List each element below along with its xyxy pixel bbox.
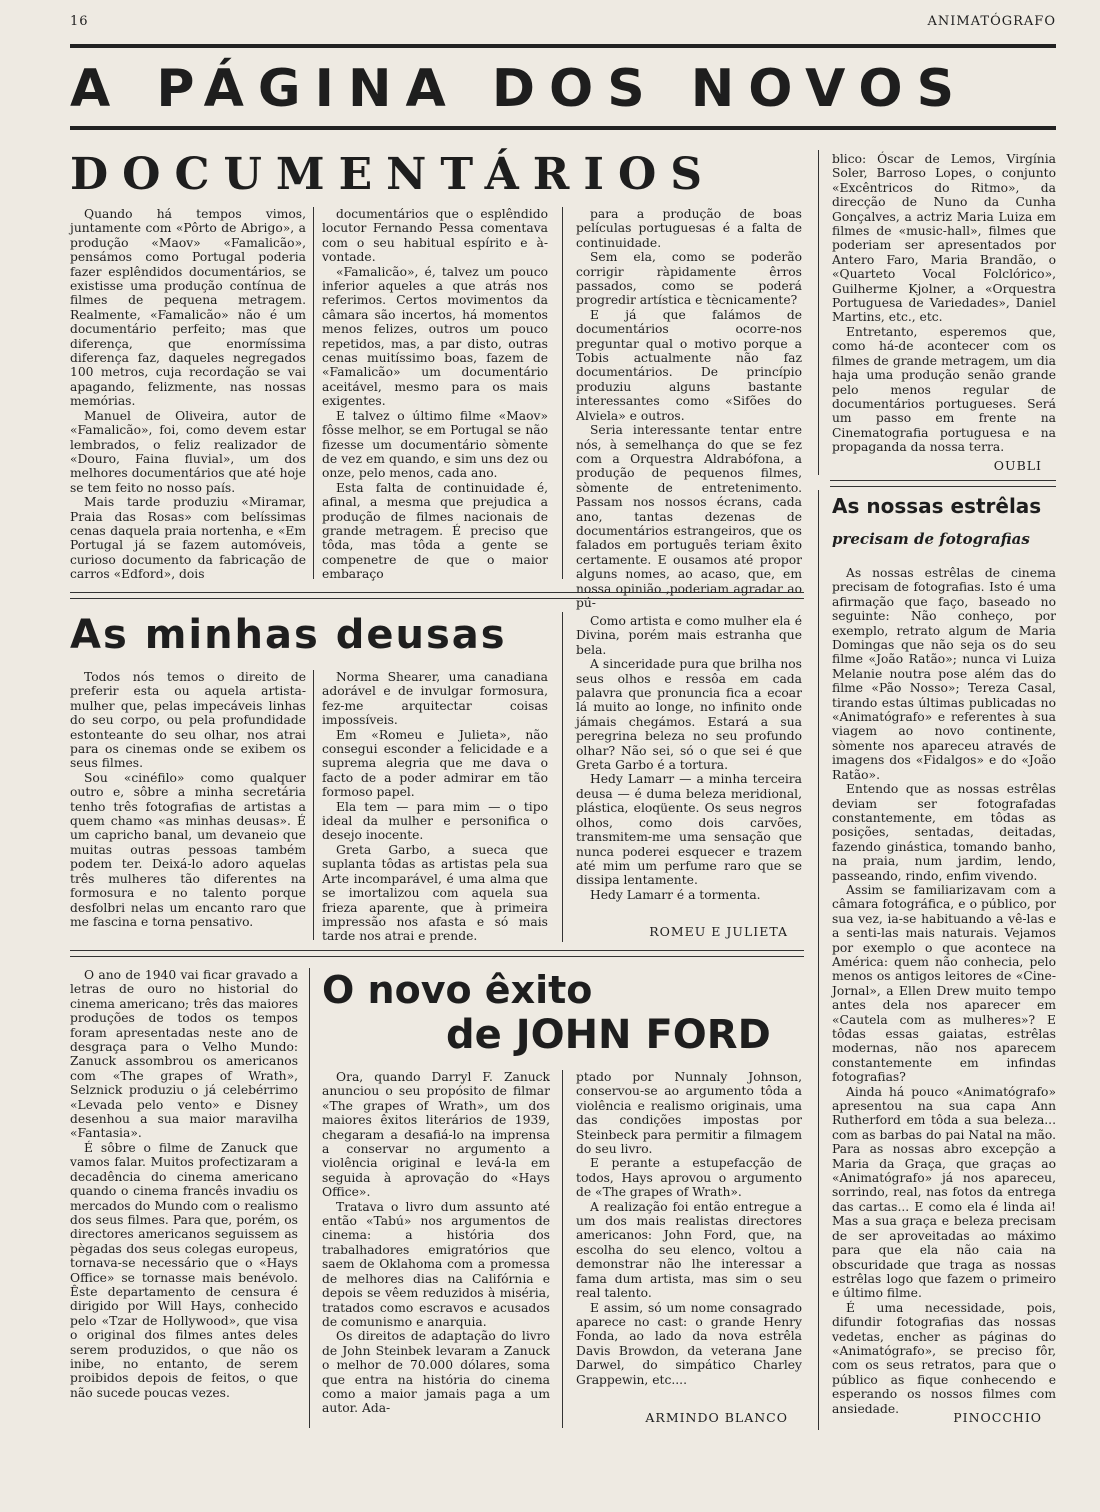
documentarios-signature: OUBLI <box>993 458 1042 473</box>
paragraph: E já que falámos de documentários ocorre-nos preguntar qual o motivo porque a Tobis actualmente não faz documentários. De princípio produziu alguns bastante interessantes como «Sifões do Alviela» e outros. <box>576 307 802 423</box>
paragraph: Manuel de Oliveira, autor de «Famalicão», foi, como devem estar lembrados, o feliz realizador de «Douro, Faina fluvial», um dos melhores documentários que até hoje se tem feito no nosso país. <box>70 408 306 495</box>
paragraph: E assim, só um nome consagrado aparece no cast: o grande Henry Fonda, ao lado da nova estrêla Davis Browdon, da veterana Jane Darwel, do simpático Charley Grappewin, etc.... <box>576 1300 802 1387</box>
paragraph: É uma necessidade, pois, difundir fotografias das nossas vedetas, encher as páginas do «Animatógrafo», se preciso fôr, com os seus retratos, para que o público as fique conhecendo e esperando os nossos filmes com ansiedade. <box>832 1300 1056 1416</box>
paragraph: O ano de 1940 vai ficar gravado a letras de ouro no historial do cinema americano; três das maiores produções de todos os tempos foram apresentadas neste ano de desgraça para o Velho Mundo: Zanuck assombrou os americanos com «The grapes of Wrath», Selznick produziu o já celebérrimo «Levada pelo vento» e Disney desenhou a sua maior maravilha «Fantasia». <box>70 968 298 1141</box>
paragraph: ptado por Nunnaly Johnson, conservou-se ao argumento tôda a violência e realismo originais, uma das condições impostas por Steinbeck para permitir a filmagem do seu livro. <box>576 1070 802 1157</box>
estrelas-subtitle: precisam de fotografias <box>832 530 1030 548</box>
documentarios-title: DOCUMENTÁRIOS <box>70 149 717 200</box>
johnford-col2 <box>322 1070 550 1430</box>
deusas-col1 <box>70 670 306 942</box>
johnford-title-line1: O novo êxito <box>322 968 593 1012</box>
column-divider <box>562 207 563 579</box>
paragraph: blico: Óscar de Lemos, Virgínia Soler, Barroso Lopes, o conjunto «Excêntricos do Ritmo», da direcção de Nuno da Cunha Gonçalves, a actriz Maria Luiza em filmes de «music-hall», filmes que poderiam ser apresentados por Antero Faro, Maria Brandão, o «Quarteto Vocal Folclórico», Guilherme Kjolner, a «Orquestra Portuguesa de Variedades», Daniel Martins, etc., etc. <box>832 152 1056 325</box>
documentarios-col2 <box>322 207 548 585</box>
magazine-name: ANIMATÓGRAFO <box>927 14 1056 29</box>
deusas-col2 <box>322 670 548 942</box>
paragraph: Os direitos de adaptação do livro de John Steinbek levaram a Zanuck o melhor de 70.000 dólares, soma que entra na história do cinema como a maior jamais paga a um autor. Ada- <box>322 1329 550 1416</box>
section-separator <box>70 950 804 957</box>
johnford-col3 <box>576 1070 802 1400</box>
paragraph: Tratava o livro dum assunto até então «Tabú» nos argumentos de cinema: a história dos trabalhadores emigratórios que saem de Oklahoma com a promessa de melhores dias na Califórnia e depois se vêem reduzidos à miséria, tratados como escravos e acusados de comunismo e anarquia. <box>322 1199 550 1329</box>
paragraph: Sem ela, como se poderão corrigir ràpidamente êrros passados, como se poderá progredir artística e tècnicamente? <box>576 250 802 308</box>
paragraph: As nossas estrêlas de cinema precisam de fotografias. Isto é uma afirmação que faço, baseado no seguinte: Não conheço, por exemplo, retrato algum de Maria Domingas que não seja os do seu filme «João Ratão»; nunca vi Luiza Melanie noutra pose além das do filme «Pão Nosso»; Tereza Casal, tirando estas últimas publicadas no «Animatógrafo» e referentes à sua viagem ao novo continente, sòmente nos apareceu através de imagens dos «Fidalgos» e do «João Ratão». <box>832 566 1056 782</box>
paragraph: Ela tem — para mim — o tipo ideal da mulher e personifica o desejo inocente. <box>322 799 548 843</box>
column-divider <box>818 150 819 475</box>
paragraph: Quando há tempos vimos, juntamente com «Pôrto de Abrigo», a produção «Maov» «Famalicão», pensámos como Portugal poderia fazer esplêndidos documentários, se existisse uma produção contínua de filmes de pequena metragem. Realmente, «Famalicão» não é um documentário perfeito; mas que diferença, que enormíssima diferença faz, daqueles negregados 100 metros, cuja recordação se vai apagando, felizmente, nas nossas memórias. <box>70 207 306 409</box>
paragraph: para a produção de boas películas portuguesas é a falta de continuidade. <box>576 207 802 250</box>
paragraph: Norma Shearer, uma canadiana adorável e de invulgar formosura, fez-me arquitectar coisas impossíveis. <box>322 670 548 728</box>
paragraph: Como artista e como mulher ela é Divina, porém mais estranha que bela. <box>576 614 802 657</box>
paragraph: E talvez o último filme «Maov» fôsse melhor, se em Portugal se não fizesse um documentário sòmente de vez em quando, e sim uns dez ou onze, pelo menos, cada ano. <box>322 408 548 481</box>
paragraph: Em «Romeu e Julieta», não consegui esconder a felicidade e a suprema alegria que me dava o facto de a poder admirar em tão formoso papel. <box>322 727 548 800</box>
paragraph: Todos nós temos o direito de preferir esta ou aquela artista-mulher que, pelas impecáveis linhas do seu corpo, ou pela profundidade estonteante do seu olhar, nos atrai para os cinemas onde se exibem os seus filmes. <box>70 670 306 771</box>
paragraph: «Famalicão», é, talvez um pouco inferior aqueles a que atrás nos referimos. Certos movimentos da câmara são incertos, há momentos menos felizes, outros um pouco repetidos, mas, a par disto, outras cenas muitíssimo boas, fazem de «Famalicão» um documentário aceitável, mesmo para os mais exigentes. <box>322 264 548 409</box>
paragraph: É sôbre o filme de Zanuck que vamos falar. Muitos profectizaram a decadência do cinema americano quando o cinema francês invadiu os mercados do Mundo com o realismo dos seus filmes. Para que, porém, os directores americanos seguissem as pègadas dos seus colegas europeus, tornava-se necessário que o «Hays Office» se tornasse mais benévolo. Êste departamento de censura é dirigido por Will Hays, conhecido pelo «Tzar de Hollywood», que visa o original dos filmes antes deles serem produzidos, o que não os inibe, no entanto, de serem proibidos depois de feitos, o que não sucede poucas vezes. <box>70 1140 298 1400</box>
paragraph: Greta Garbo, a sueca que suplanta tôdas as artistas pela sua Arte incomparável, é uma alma que se imortalizou com aquela sua frieza aparente, que à primeira impressão nos afasta e só mais tarde nos atrai e prende. <box>322 842 548 944</box>
documentarios-col1 <box>70 207 306 585</box>
column-divider <box>313 670 314 940</box>
paragraph: A sinceridade pura que brilha nos seus olhos e ressôa em cada palavra que pronuncia fica a ecoar lá muito ao longe, no infinito onde jámais chegámos. Estará a sua peregrina beleza no seu profundo olhar? Não sei, só o que sei é que Greta Garbo é a tortura. <box>576 657 802 773</box>
paragraph: Assim se familiarizavam com a câmara fotográfica, e o público, por sua vez, ia-se habituando a vê-las e a senti-las mais naturais. Vejamos por exemplo o que acontece na América: quem não conhecia, pelo menos os antigos leitores de «Cine-Jornal», a Ellen Drew muito tempo antes dela nos aparecer em «Cautela com as mulheres»? E tôdas essas gaiatas, estrêlas modernas, não nos aparecem constantemente em infindas fotografias? <box>832 882 1056 1085</box>
column-divider <box>818 490 819 1430</box>
paragraph: Entretanto, esperemos que, como há-de acontecer com os filmes de grande metragem, um dia haja uma produção senão grande pelo menos regular de documentários portugueses. Será um passo em frente na Cinematografia portuguesa e na propaganda da nossa terra. <box>832 324 1056 455</box>
page-number: 16 <box>70 14 89 29</box>
paragraph: Hedy Lamarr — a minha terceira deusa — é duma beleza meridional, plástica, eloqüente. Os seus negros olhos, como dois carvões, transmitem-me uma sensação que nunca poderei esquecer e trazem até mim um perfume raro que se dissipa lentamente. <box>576 772 802 888</box>
paragraph: Ainda há pouco «Animatógrafo» apresentou na sua capa Ann Rutherford em tôda a sua beleza... com as barbas do pai Natal na mão. Para as nossas abro excepção a Maria da Graça, que graças ao «Animatógrafo» já nos apareceu, sorrindo, real, nas fotos da entrega das cartas... E como ela é linda ai! Mas a sua graça e beleza precisam de ser aproveitadas ao máximo para que ela não caia na obscuridade que traga as nossas estrêlas logo que fazem o primeiro e último filme. <box>832 1084 1056 1301</box>
documentarios-col3 <box>576 207 802 610</box>
estrelas-signature: PINOCCHIO <box>953 1410 1042 1425</box>
masthead-rule-top <box>70 44 1056 48</box>
johnford-signature: ARMINDO BLANCO <box>645 1410 788 1425</box>
paragraph: Ora, quando Darryl F. Zanuck anunciou o seu propósito de filmar «The grapes of Wrath», um dos maiores êxitos literários de 1939, chegaram a desafiá-lo na imprensa a conservar no argumento a violência original e levá-la em seguida à aprovação do «Hays Office». <box>322 1070 550 1200</box>
paragraph: Esta falta de continuidade é, afinal, a mesma que prejudica a produção de filmes nacionais de grande metragem. É preciso que tôda, mas tôda a gente se compenetre de que o maior embaraço <box>322 480 548 582</box>
column-divider <box>309 968 310 1428</box>
paragraph: A realização foi então entregue a um dos mais realistas directores americanos: John Ford, que, na escolha do seu elenco, voltou a demonstrar não lhe interessar a fama dum artista, mas sim o seu real talento. <box>576 1199 802 1301</box>
paragraph: Hedy Lamarr é a tormenta. <box>590 887 761 902</box>
documentarios-col4 <box>832 152 1056 455</box>
paragraph: E perante a estupefacção de todos, Hays aprovou o argumento de «The grapes of Wrath». <box>576 1156 802 1200</box>
estrelas-title: As nossas estrêlas <box>832 494 1042 518</box>
paragraph: Sou «cinéfilo» como qualquer outro e, sôbre a minha secretária tenho três fotografias de artistas a quem chamo «as minhas deusas». É um capricho banal, um devaneio que muitas outras pessoas também podem ter. Deixá-lo adoro aquelas três mulheres tão diferentes na formosura e no talento porque desfolbri nelas um encanto raro que me fascina e torna pensativo. <box>70 770 306 929</box>
paragraph: documentários que o esplêndido locutor Fernando Pessa comentava com o seu habitual espírito e à-vontade. <box>322 207 548 265</box>
johnford-title-line2: de JOHN FORD <box>446 1012 771 1058</box>
deusas-signature: ROMEU E JULIETA <box>649 924 788 939</box>
paragraph: Mais tarde produziu «Miramar, Praia das Rosas» com belíssimas cenas daquela praia nortenha, e «Em Portugal já se fazem automóveis, curioso documento da fabricação de carros «Edford», dois <box>70 495 306 582</box>
column-divider <box>562 612 563 942</box>
paragraph: Entendo que as nossas estrêlas deviam ser fotografadas constantemente, em tôdas as posições, sentadas, deitadas, fazendo ginástica, tomando banho, na praia, num jardim, lendo, passeando, rindo, enfim vivendo. <box>832 782 1056 883</box>
column-divider <box>562 1070 563 1428</box>
masthead-rule-bottom <box>70 126 1056 130</box>
column-divider <box>313 207 314 579</box>
section-separator <box>830 480 1056 487</box>
deusas-col3 <box>576 614 802 914</box>
estrelas-text <box>832 566 1056 1466</box>
masthead-title: A PÁGINA DOS NOVOS <box>70 59 969 119</box>
deusas-title: As minhas deusas <box>70 612 507 658</box>
section-separator <box>70 592 804 599</box>
johnford-col1 <box>70 968 298 1430</box>
paragraph: Seria interessante tentar entre nós, à semelhança do que se fez com a Orquestra Aldrabófona, a produção de pequenos filmes, sòmente de entretenimento. Passam nos nossos écrans, cada ano, tantas dezenas de documentários estrangeiros, que os falados em português teriam êxito certamente. E ousamos até propor alguns nomes, ao acaso, que, em nossa opinião ,poderiam agradar ao pú- <box>576 423 802 610</box>
